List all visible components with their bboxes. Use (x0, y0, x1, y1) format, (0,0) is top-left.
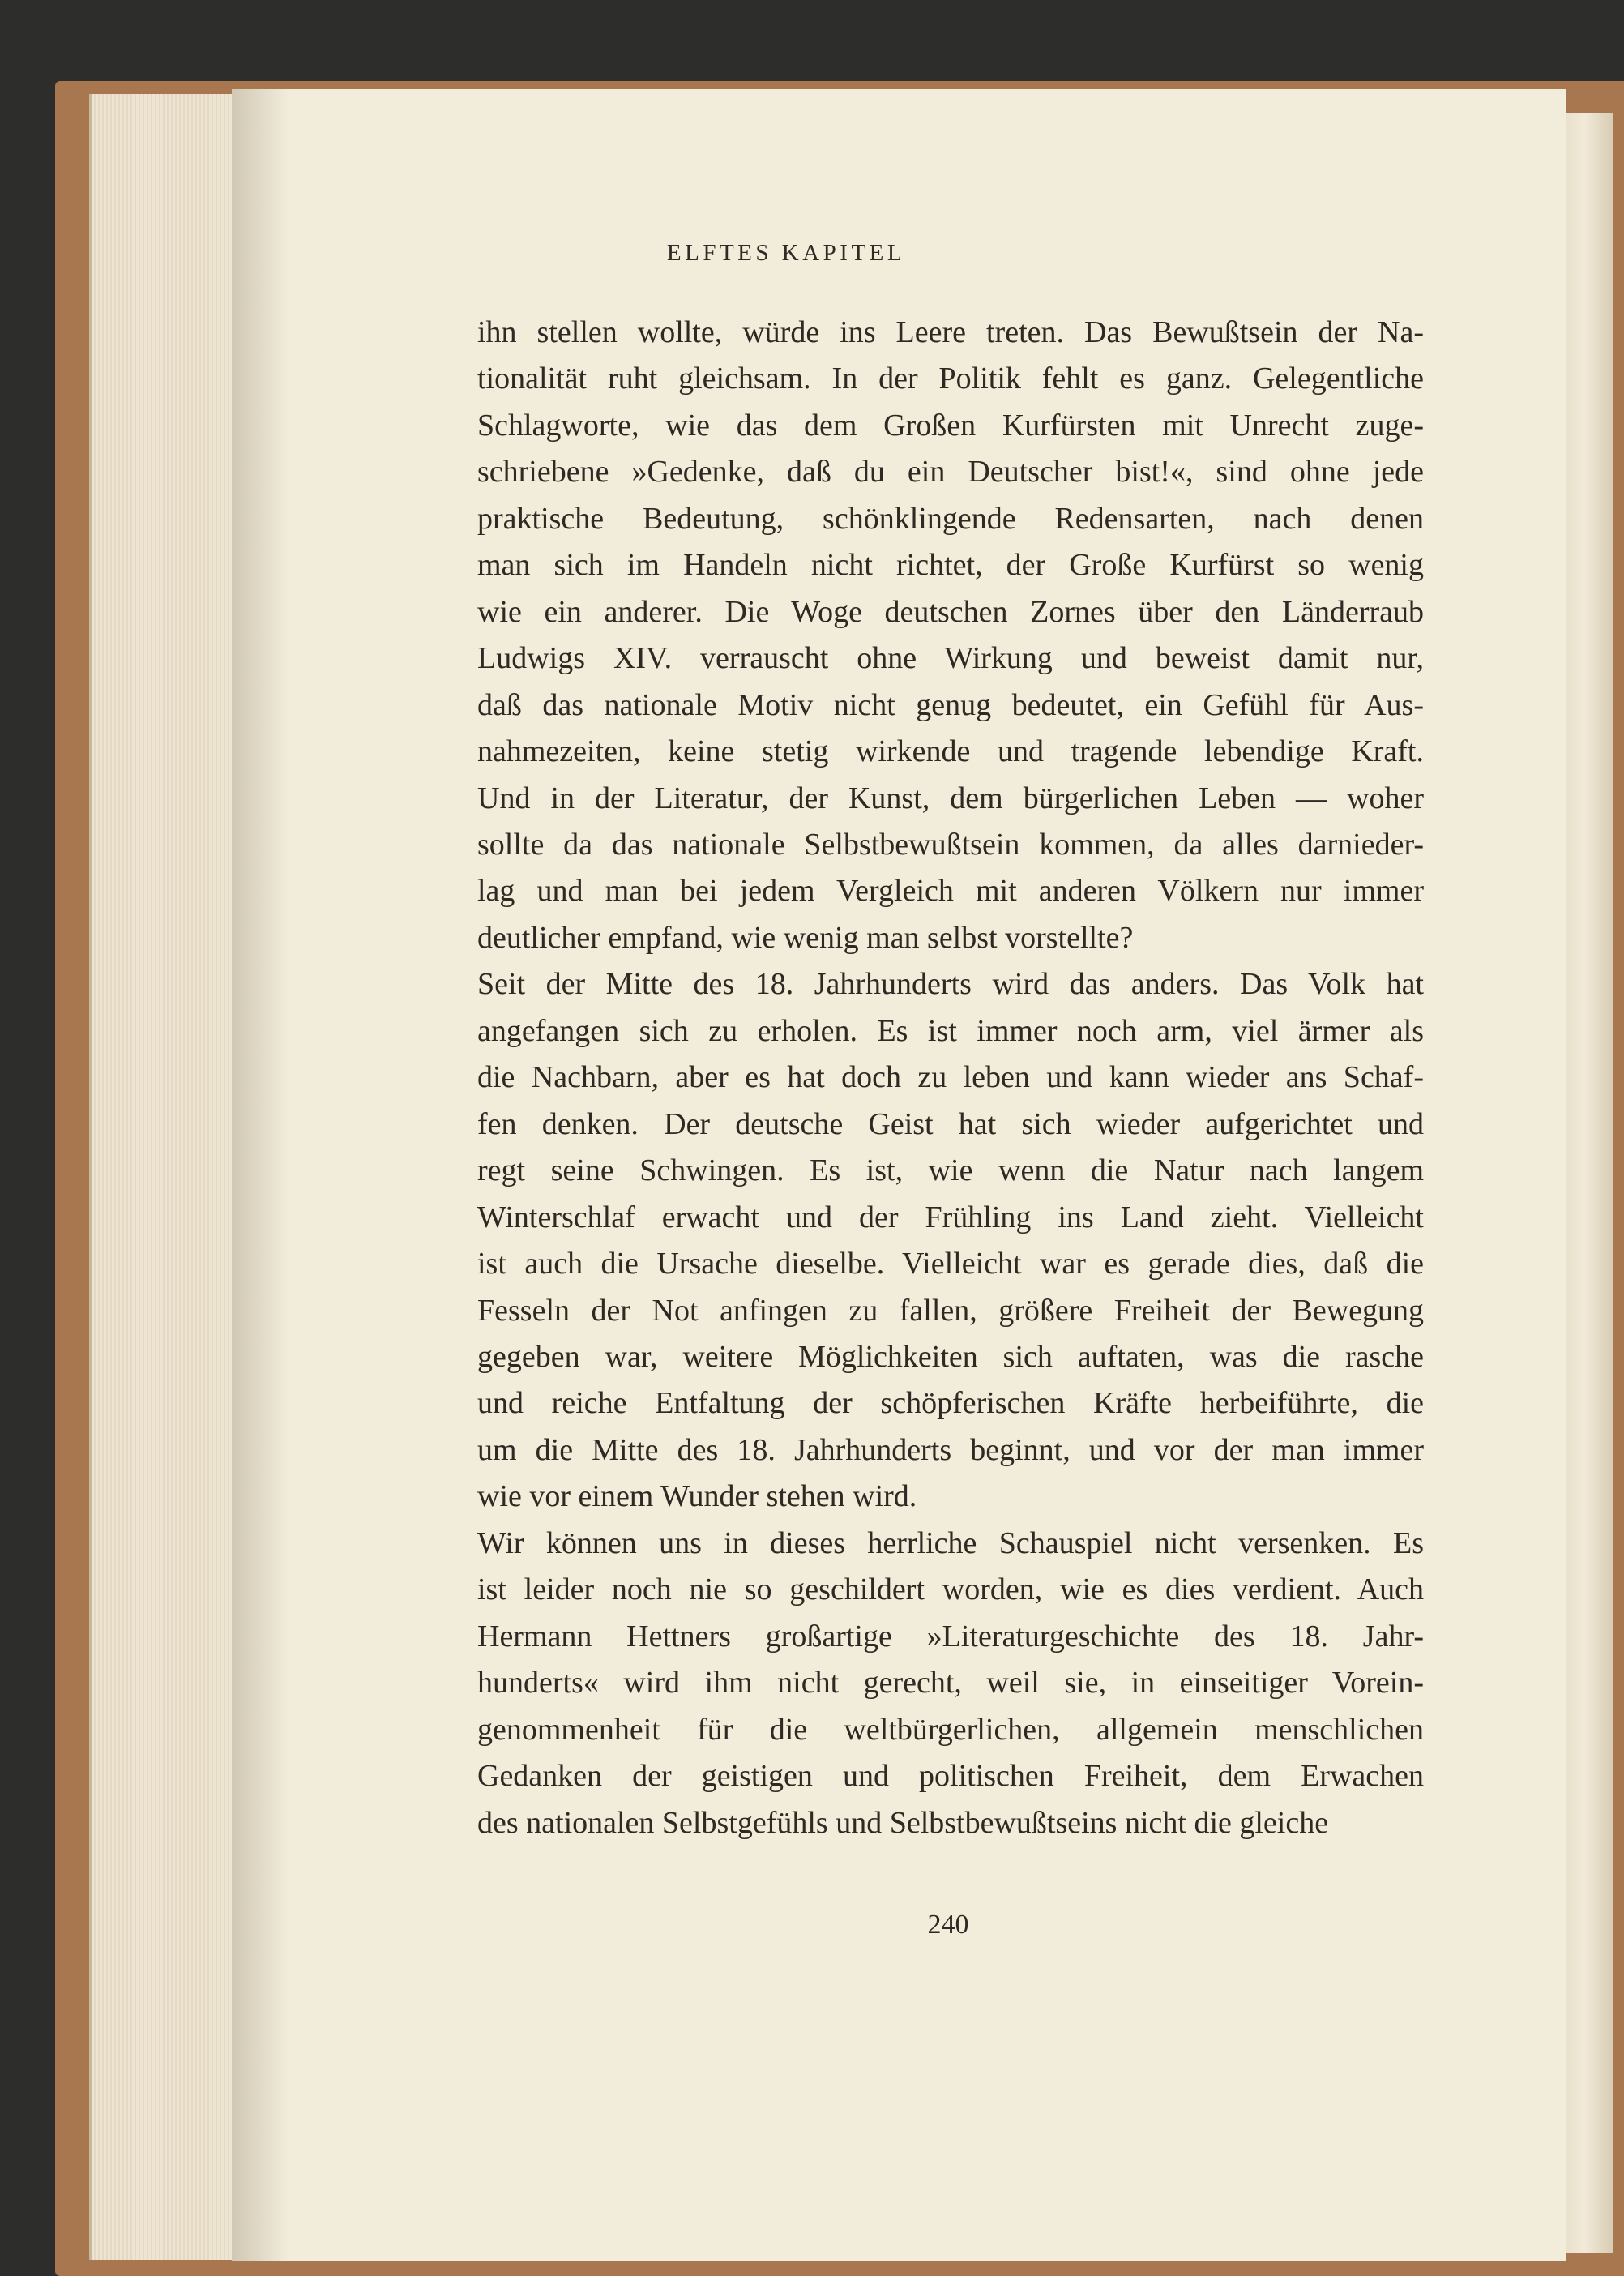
text-line: wie ein anderer. Die Woge deutschen Zornes über den Länderraub (477, 594, 1424, 629)
text-line: gegeben war, weitere Möglichkeiten sich auftaten, was die rasche (477, 1339, 1424, 1374)
text-line: hunderts« wird ihm nicht gerecht, weil sie, in einseitiger Vorein- (477, 1666, 1424, 1701)
text-line: Seit der Mitte des 18. Jahrhunderts wird das anders. Das Volk hat (477, 967, 1424, 1002)
text-line: nahmezeiten, keine stetig wirkende und tragende lebendige Kraft. (477, 734, 1424, 769)
body-text (477, 310, 1424, 1846)
text-line: Gedanken der geistigen und politischen Freiheit, dem Erwachen (477, 1759, 1424, 1794)
text-line: sollte da das nationale Selbstbewußtsein kommen, da alles darnieder- (477, 827, 1424, 862)
text-line: wie vor einem Wunder stehen wird. (477, 1479, 917, 1514)
text-line: Winterschlaf erwacht und der Frühling ins Land zieht. Vielleicht (477, 1200, 1424, 1234)
text-line: ist auch die Ursache dieselbe. Vielleicht war es gerade dies, daß die (477, 1247, 1424, 1281)
text-line: lag und man bei jedem Vergleich mit anderen Völkern nur immer (477, 874, 1424, 909)
text-line: genommenheit für die weltbürgerlichen, allgemein menschlichen (477, 1712, 1424, 1747)
text-line: tionalität ruht gleichsam. In der Politik fehlt es ganz. Gelegentliche (477, 362, 1424, 396)
text-line: des nationalen Selbstgefühls und Selbstbewußtseins nicht die gleiche (477, 1805, 1329, 1840)
text-line: ist leider noch nie so geschildert worden, wie es dies verdient. Auch (477, 1572, 1424, 1607)
running-head: ELFTES KAPITEL (666, 240, 906, 266)
text-line: angefangen sich zu erholen. Es ist immer noch arm, viel ärmer als (477, 1013, 1424, 1048)
facing-page-edge (1566, 113, 1613, 2253)
text-line: fen denken. Der deutsche Geist hat sich wieder aufgerichtet und (477, 1106, 1424, 1141)
text-line: Wir können uns in dieses herrliche Schauspiel nicht versenken. Es (477, 1525, 1424, 1560)
text-line: um die Mitte des 18. Jahrhunderts beginnt, und vor der man immer (477, 1432, 1424, 1467)
text-line: die Nachbarn, aber es hat doch zu leben und kann wieder ans Schaf- (477, 1060, 1424, 1095)
text-line: Fesseln der Not anfingen zu fallen, größere Freiheit der Bewegung (477, 1293, 1424, 1328)
text-line: schriebene »Gedenke, daß du ein Deutscher bist!«, sind ohne jede (477, 455, 1424, 490)
text-line: Hermann Hettners großartige »Literaturgeschichte des 18. Jahr- (477, 1619, 1424, 1654)
text-line: praktische Bedeutung, schönklingende Redensarten, nach denen (477, 501, 1424, 536)
text-line: Schlagworte, wie das dem Großen Kurfürsten mit Unrecht zuge- (477, 408, 1424, 443)
text-line: regt seine Schwingen. Es ist, wie wenn die Natur nach langem (477, 1153, 1424, 1188)
text-line: daß das nationale Motiv nicht genug bedeutet, ein Gefühl für Aus- (477, 687, 1424, 722)
text-line: Und in der Literatur, der Kunst, dem bürgerlichen Leben — woher (477, 781, 1424, 815)
text-line: Ludwigs XIV. verrauscht ohne Wirkung und beweist damit nur, (477, 641, 1424, 676)
text-line: ihn stellen wollte, würde ins Leere treten. Das Bewußtsein der Na- (477, 315, 1424, 349)
gutter-shadow (232, 89, 288, 2261)
page-number: 240 (927, 1910, 969, 1940)
text-line: und reiche Entfaltung der schöpferischen Kräfte herbeiführte, die (477, 1386, 1424, 1421)
text-line: man sich im Handeln nicht richtet, der Große Kurfürst so wenig (477, 548, 1424, 583)
page-edges (89, 94, 234, 2260)
text-line: deutlicher empfand, wie wenig man selbst vorstellte? (477, 920, 1134, 955)
